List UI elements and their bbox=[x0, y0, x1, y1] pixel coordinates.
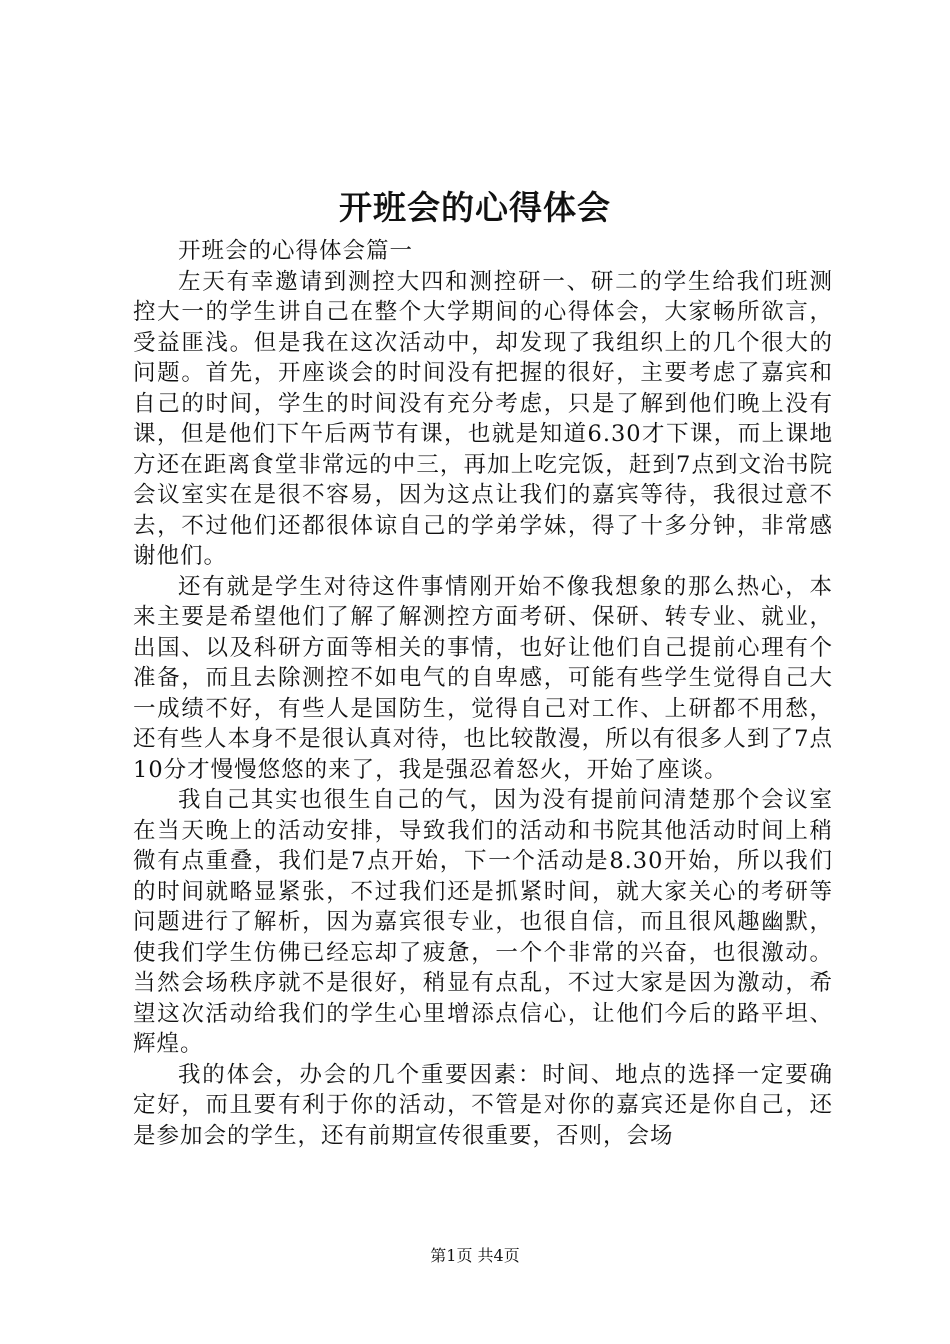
paragraph-1: 左天有幸邀请到测控大四和测控研一、研二的学生给我们班测控大一的学生讲自己在整个大学期间的心得体会，大家畅所欲言，受益匪浅。但是我在这次活动中，却发现了我组织上的几个很大的问题。首先，开座谈会的时间没有把握的很好，主要考虑了嘉宾和自己的时间，学生的时间没有充分考虑，只是了解到他们晚上没有课，但是他们下午后两节有课，也就是知道6.30才下课，而上课地方还在距离食堂非常远的中三，再加上吃完饭，赶到7点到文治书院会议室实在是很不容易，因为这点让我们的嘉宾等待，我很过意不去，不过他们还都很体谅自己的学弟学妹，得了十多分钟，非常感谢他们。 bbox=[133, 268, 833, 569]
document-body bbox=[133, 236, 833, 1151]
paragraph-2: 还有就是学生对待这件事情刚开始不像我想象的那么热心，本来主要是希望他们了解了解测控方面考研、保研、转专业、就业，出国、以及科研方面等相关的事情，也好让他们自己提前心理有个准备，而且去除测控不如电气的自卑感，可能有些学生觉得自己大一成绩不好，有些人是国防生，觉得自己对工作、上研都不用愁，还有些人本身不是很认真对待，也比较散漫，所以有很多人到了7点10分才慢慢悠悠的来了，我是强忍着怒火，开始了座谈。 bbox=[133, 573, 833, 783]
paragraph-4: 我的体会，办会的几个重要因素：时间、地点的选择一定要确定好，而且要有利于你的活动，不管是对你的嘉宾还是你自己，还是参加会的学生，还有前期宣传很重要，否则，会场 bbox=[133, 1061, 833, 1149]
page-footer: 第1页 共4页 bbox=[430, 1246, 520, 1265]
paragraph-3: 我自己其实也很生自己的气，因为没有提前问清楚那个会议室在当天晚上的活动安排，导致我们的活动和书院其他活动时间上稍微有点重叠，我们是7点开始，下一个活动是8.30开始，所以我们的时间就略显紧张，不过我们还是抓紧时间，就大家关心的考研等问题进行了解析，因为嘉宾很专业，也很自信，而且很风趣幽默，使我们学生仿佛已经忘却了疲惫，一个个非常的兴奋，也很激动。当然会场秩序就不是很好，稍显有点乱，不过大家是因为激动，希望这次活动给我们的学生心里增添点信心，让他们今后的路平坦、辉煌。 bbox=[133, 787, 833, 1057]
document-title: 开班会的心得体会 bbox=[339, 188, 611, 227]
section-heading: 开班会的心得体会篇一 bbox=[178, 238, 414, 264]
